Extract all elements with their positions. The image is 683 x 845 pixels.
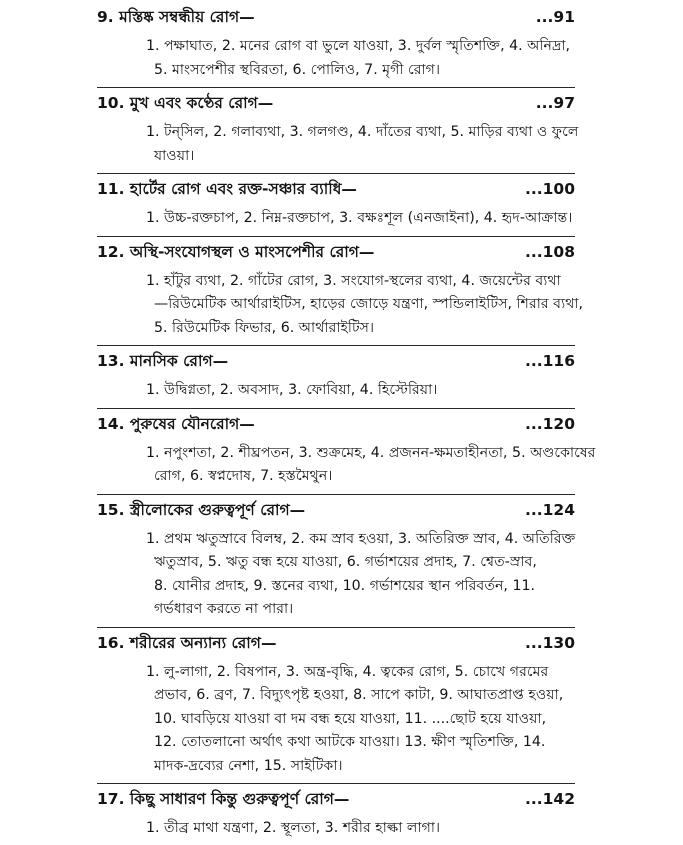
chapter-topics: [146, 265, 608, 345]
chapter-title: হার্টের রোগ এবং রক্ত-সঞ্চার ব্যাধি—: [129, 180, 357, 198]
topic-line: 1. টন্‌সিল, 2. গলাব্যথা, 3. গলগণ্ড, 4. দাঁতের ব্যথা, 5. মাড়ির ব্যথা ও ফুলে: [146, 124, 579, 140]
chapter-number: 10.: [97, 94, 125, 112]
chapter-page-number: ...130: [524, 633, 575, 652]
topic-line: 1. উদ্বিগ্নতা, 2. অবসাদ, 3. ফোবিয়া, 4. হিস্টেরিয়া।: [146, 382, 438, 398]
topic-line: 5. মাংসপেশীর স্থবিরতা, 6. পোলিও, 7. মৃগী রোগ।: [154, 61, 441, 78]
chapter-topics: [146, 374, 608, 407]
chapter-heading: [97, 630, 575, 656]
topic-line: 10. ঘাবড়িয়ে যাওয়া বা দম বন্ধ হয়ে যাওয়া, 11. ....ছোট হয়ে যাওয়া,: [154, 710, 547, 727]
chapter-title: স্ত্রীলোকের গুরুত্বপূর্ণ রোগ—: [129, 500, 306, 519]
topic-line: 1. পক্ষাঘাত, 2. মনের রোগ বা ভুলে যাওয়া, 3. দুর্বল স্মৃতিশক্তি, 4. অনিদ্রা,: [146, 38, 571, 54]
topic-line: 1. প্রথম ঋতুস্রাবে বিলম্ব, 2. কম স্রাব হওয়া, 3. অতিরিক্ত স্রাব, 4. অতিরিক্ত: [146, 530, 576, 547]
section-divider: [97, 173, 575, 174]
chapter-page-number: ...142: [524, 790, 575, 808]
chapter-page-number: ...116: [524, 352, 575, 370]
chapter-topics: [146, 202, 608, 235]
chapter-topics: [146, 437, 608, 493]
chapter-number: 14.: [97, 414, 125, 433]
chapter-heading: [97, 348, 575, 374]
chapter-number: 17.: [97, 790, 125, 808]
chapter-entry: [0, 4, 683, 88]
chapter-title: মানসিক রোগ—: [129, 352, 229, 370]
topic-line: মাদক-দ্রব্যের নেশা, 15. সাইটিকা।: [154, 757, 343, 774]
chapter-entry: [0, 411, 683, 495]
chapter-number: 12.: [97, 242, 125, 261]
topic-line: প্রভাব, 6. ব্রণ, 7. বিদ্যুৎপৃষ্ট হওয়া, 8. সাপে কাটা, 9. আঘাতপ্রাপ্ত হওয়া,: [154, 687, 564, 703]
chapter-topics: [146, 116, 608, 172]
topic-line: 1. নপুংশতা, 2. শীঘ্রপতন, 3. শুক্রমেহ, 4. প্রজনন-ক্ষমতাহীনতা, 5. অণ্ডকোষের: [146, 444, 596, 461]
topic-line: যাওয়া।: [154, 147, 195, 164]
chapter-number: 13.: [97, 352, 125, 370]
chapter-page-number: ...120: [524, 414, 575, 433]
chapter-title: মুখ এবং কণ্ঠের রোগ—: [129, 94, 274, 112]
chapter-topics: [146, 656, 608, 783]
chapter-page-number: ...124: [524, 500, 575, 519]
topic-line: 12. তোতলানো অর্থাৎ কথা আটকে যাওয়া। 13. ক্ষীণ স্মৃতিশক্তি, 14.: [154, 734, 546, 750]
section-divider: [97, 494, 575, 495]
chapter-page-number: ...91: [535, 8, 575, 26]
chapter-page-number: ...97: [535, 94, 575, 112]
section-divider: [97, 783, 575, 784]
topic-line: 8. যোনীর প্রদাহ, 9. স্তনের ব্যথা, 10. গর্ভাশয়ের স্থান পরিবর্তন, 11.: [154, 577, 536, 594]
section-divider: [97, 408, 575, 409]
section-divider: [97, 236, 575, 237]
chapter-entry: [0, 176, 683, 237]
section-divider: [97, 345, 575, 346]
topic-line: ঋতুস্রাব, 5. ঋতু বন্ধ হয়ে যাওয়া, 6. গর্ভাশয়ের প্রদাহ, 7. শ্বেত-স্রাব,: [154, 554, 537, 570]
chapter-entry: [0, 497, 683, 628]
chapter-heading: [97, 4, 575, 30]
chapter-title: কিছু সাধারণ কিন্তু গুরুত্বপূর্ণ রোগ—: [129, 790, 350, 808]
chapter-title: শরীরের অন্যান্য রোগ—: [129, 633, 277, 652]
chapter-entry: [0, 348, 683, 409]
topic-line: 1. উচ্চ-রক্তচাপ, 2. নিম্ন-রক্তচাপ, 3. বক্ষঃশূল (এনজাইনা), 4. হৃদ-আক্রান্ত।: [146, 210, 573, 226]
chapter-heading: [97, 786, 575, 812]
chapter-entry: [0, 90, 683, 174]
chapter-entry: [0, 786, 683, 845]
chapter-topics: [146, 812, 608, 845]
topic-line: —রিউমেটিক আর্থারাইটিস, হাড়ের জোড়ে যন্ত্রণা, স্পন্ডিলাইটিস, শিরার ব্যথা,: [154, 296, 583, 312]
topic-line: 5. রিউমেটিক ফিভার, 6. আর্থারাইটিস।: [154, 319, 375, 336]
chapter-number: 9.: [97, 8, 114, 26]
chapter-title: অস্থি-সংযোগস্থল ও মাংসপেশীর রোগ—: [129, 242, 375, 261]
section-divider: [97, 87, 575, 88]
chapter-topics: [146, 30, 608, 86]
chapter-number: 16.: [97, 633, 125, 652]
chapter-heading: [97, 176, 575, 202]
chapter-number: 11.: [97, 180, 125, 198]
chapter-heading: [97, 497, 575, 523]
section-divider: [97, 627, 575, 628]
chapter-page-number: ...100: [524, 180, 575, 198]
topic-line: 1. হাঁটুর ব্যথা, 2. গাঁটের রোগ, 3. সংযোগ-স্থলের ব্যথা, 4. জয়েন্টের ব্যথা: [146, 272, 561, 289]
chapter-title: পুরুষের যৌনরোগ—: [129, 414, 255, 433]
chapter-page-number: ...108: [524, 242, 575, 261]
topic-line: গর্ভধারণ করতে না পারা।: [154, 601, 294, 617]
topic-line: 1. লু-লাগা, 2. বিষপান, 3. অন্ত্র-বৃদ্ধি, 4. ত্বকের রোগ, 5. চোখে গরমের: [146, 663, 549, 680]
chapter-heading: [97, 90, 575, 116]
chapter-heading: [97, 411, 575, 437]
chapter-topics: [146, 523, 608, 626]
topic-line: রোগ, 6. স্বপ্নদোষ, 7. হস্তমৈথুন।: [154, 468, 333, 484]
chapter-title: মস্তিষ্ক সম্বন্ধীয় রোগ—: [119, 8, 255, 26]
chapter-entry: [0, 239, 683, 347]
chapter-entry: [0, 630, 683, 785]
chapter-number: 15.: [97, 500, 125, 519]
topic-line: 1. তীব্র মাথা যন্ত্রণা, 2. স্থূলতা, 3. শরীর হাল্কা লাগা।: [146, 820, 441, 836]
chapter-heading: [97, 239, 575, 265]
